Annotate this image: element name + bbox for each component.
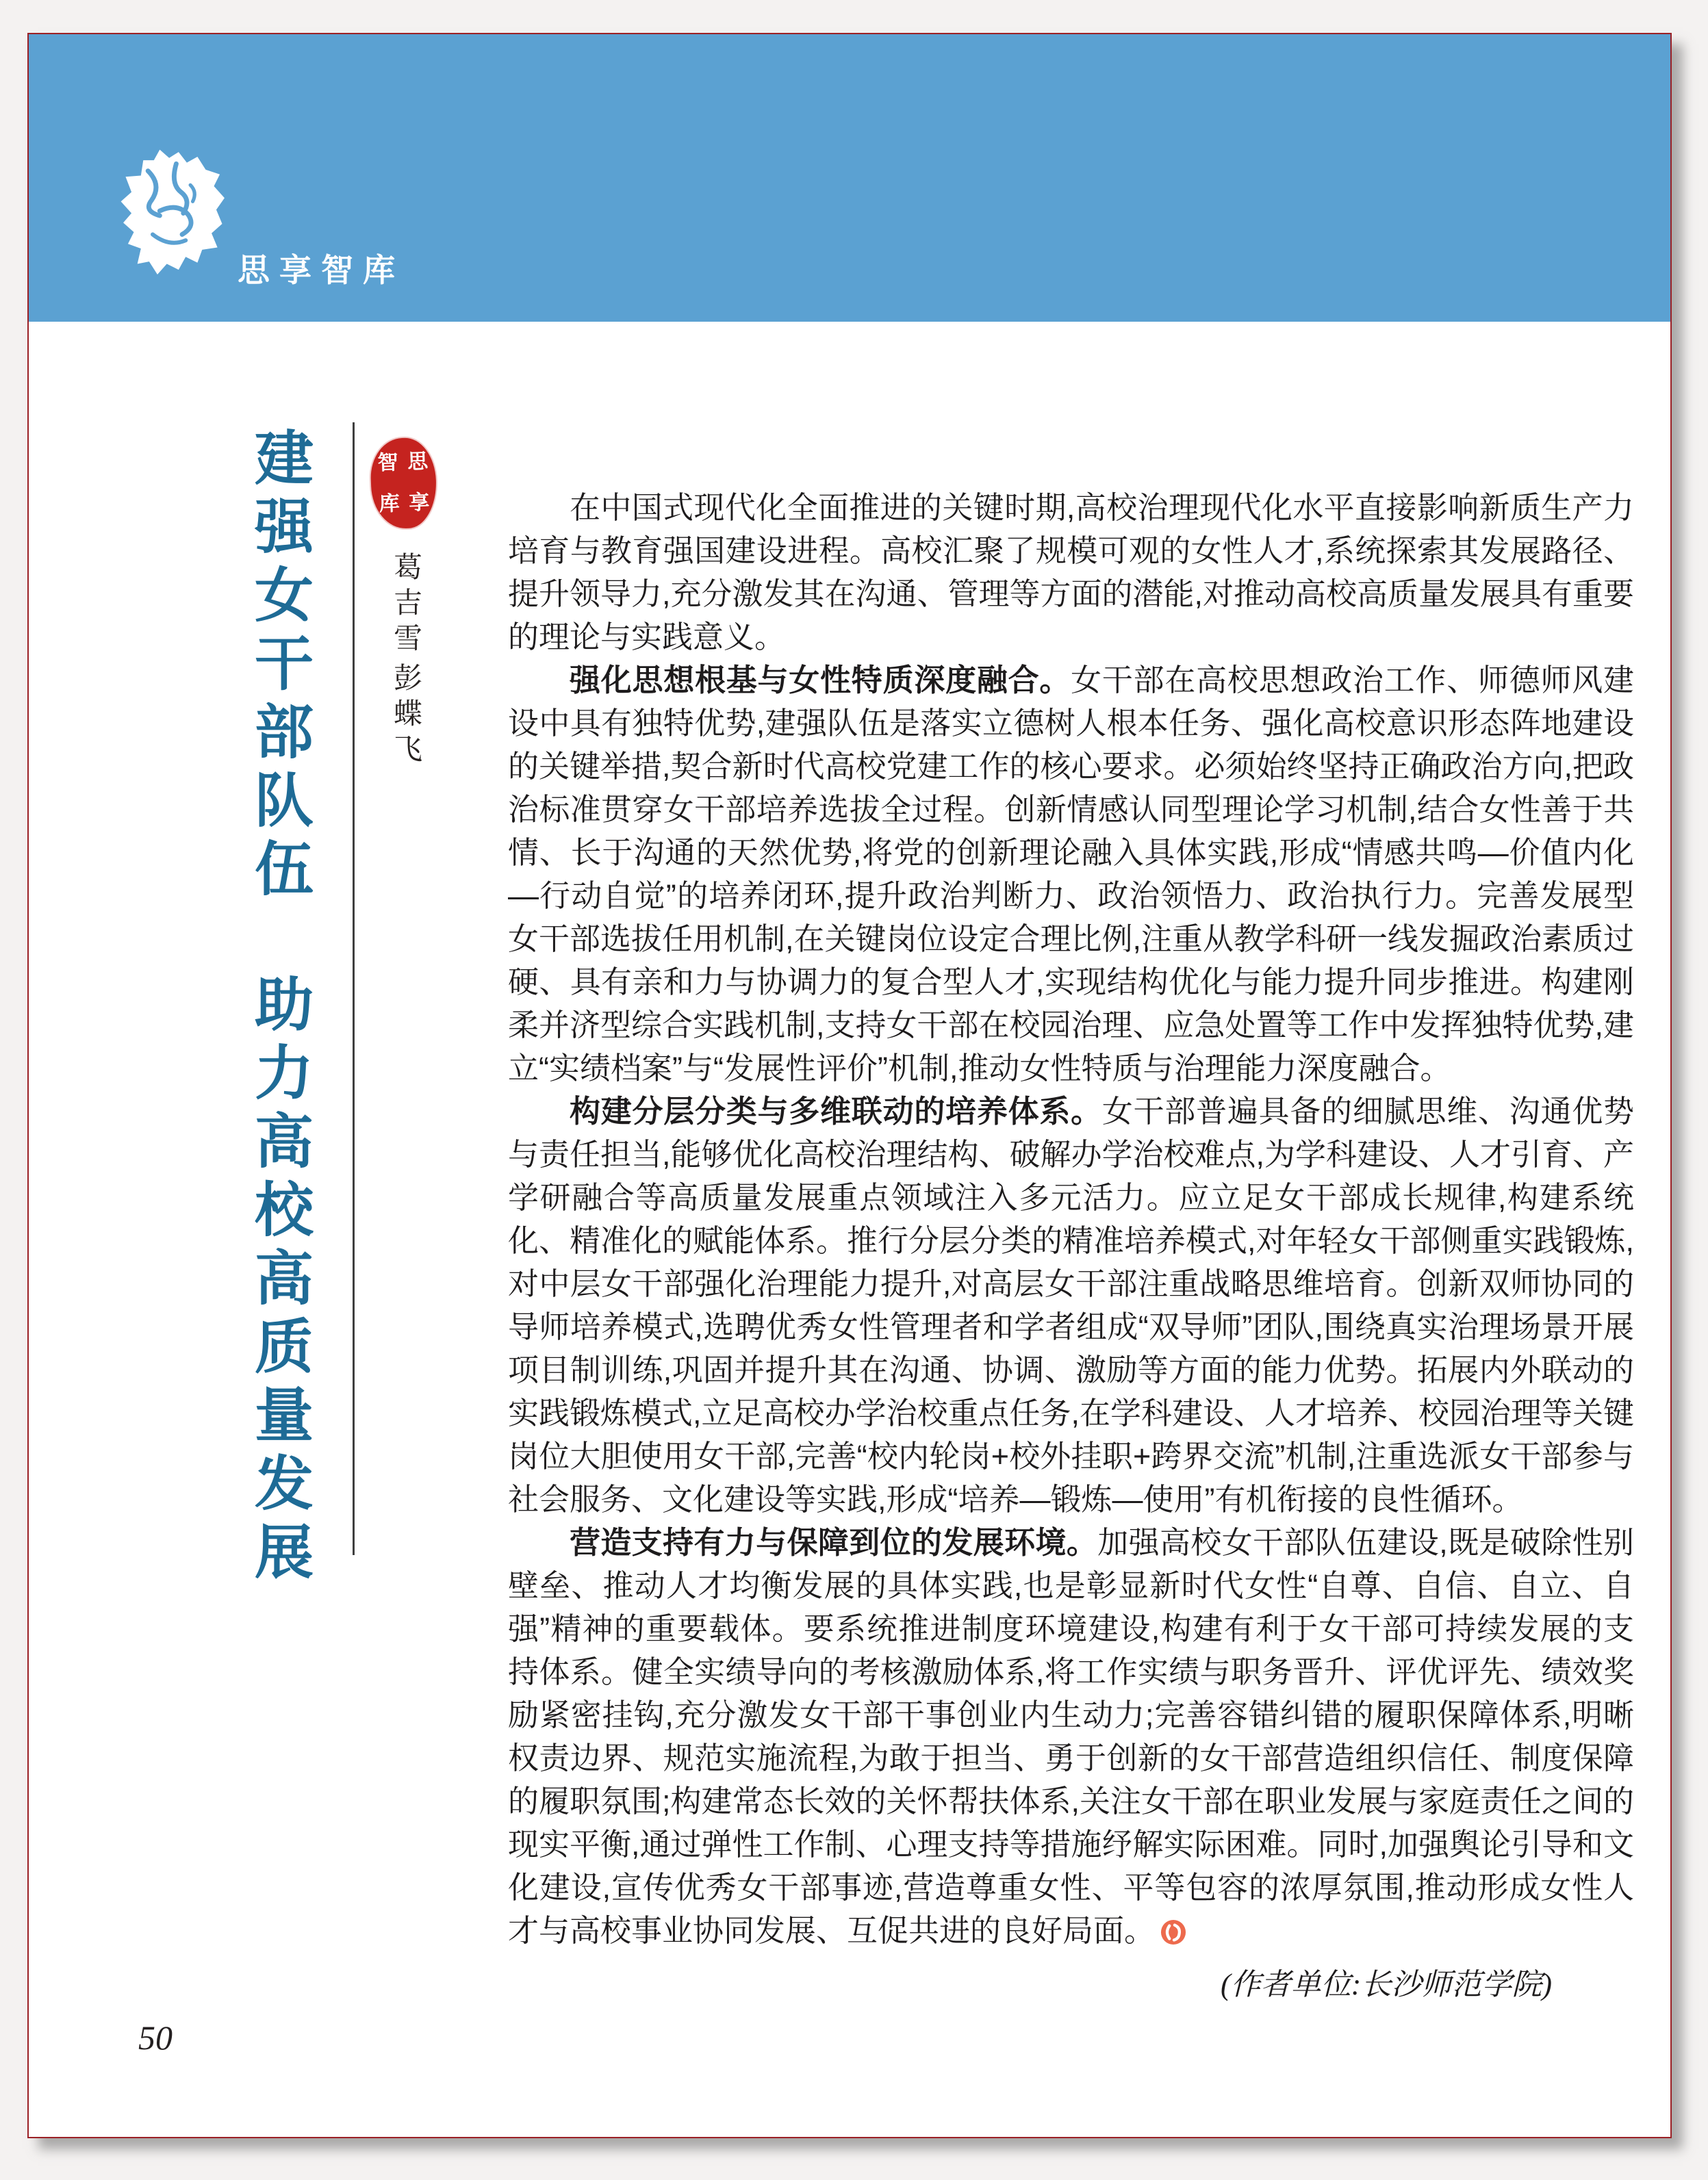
paragraph-lead: 营造支持有力与保障到位的发展环境。 bbox=[570, 1525, 1098, 1560]
paragraph-text: 加强高校女干部队伍建设,既是破除性别壁垒、推动人才均衡发展的具体实践,也是彰显新时代女性“自尊、自信、自立、自强”精神的重要载体。要系统推进制度环境建设,构建有利于女干部可持续发展的支持体系。健全实绩导向的考核激励体系,将工作实绩与职务晋升、评优评先、绩效奖励紧密挂钩,充分激发女干部干事创业内生动力;完善容错纠错的履职保障体系,明晰权责边界、规范实施流程,为敢于担当、勇于创新的女干部营造组织信任、制度保障的履职氛围;构建常态长效的关怀帮扶体系,关注女干部在职业发展与家庭责任之间的现实平衡,通过弹性工作制、心理支持等措施纾解实际困难。同时,加强舆论引导和文化建设,宣传优秀女干部事迹,营造尊重女性、平等包容的浓厚氛围,推动形成女性人才与高校事业协同发展、互促共进的良好局面。 bbox=[508, 1525, 1635, 1948]
paragraph-2 bbox=[508, 658, 1634, 1090]
article-title-line1: 建强女干部队伍 bbox=[246, 427, 311, 906]
seal-char: 享 bbox=[408, 491, 430, 515]
author-name-2: 彭蝶飞 bbox=[390, 663, 421, 769]
xinxiang-pinglun-logo-icon bbox=[115, 144, 233, 287]
paragraph-lead: 构建分层分类与多维联动的培养体系。 bbox=[570, 1094, 1102, 1129]
page-number: 50 bbox=[138, 2018, 173, 2057]
author-affiliation: (作者单位:长沙师范学院) bbox=[1221, 1968, 1552, 2001]
author-name-1: 葛吉雪 bbox=[390, 552, 421, 658]
paragraph-4 bbox=[508, 1521, 1634, 1952]
seal-char: 思 bbox=[407, 450, 429, 474]
magazine-page bbox=[27, 33, 1672, 2138]
header-band bbox=[29, 34, 1670, 322]
paragraph-1 bbox=[508, 486, 1634, 658]
section-label: 思享智库 bbox=[238, 252, 405, 288]
sixiang-zhiku-seal-icon bbox=[370, 437, 438, 529]
article-end-mark-icon bbox=[1160, 1919, 1186, 1945]
paragraph-text: 女干部在高校思想政治工作、师德师风建设中具有独特优势,建强队伍是落实立德树人根本任务、强化高校意识形态阵地建设的关键举措,契合新时代高校党建工作的核心要求。必须始终坚持正确政治方向,把政治标准贯穿女干部培养选拔全过程。创新情感认同型理论学习机制,结合女性善于共情、长于沟通的天然优势,将党的创新理论融入具体实践,形成“情感共鸣—价值内化—行动自觉”的培养闭环,提升政治判断力、政治领悟力、政治执行力。完善发展型女干部选拔任用机制,在关键岗位设定合理比例,注重从教学科研一线发掘政治素质过硬、具有亲和力与协调力的复合型人才,实现结构优化与能力提升同步推进。构建刚柔并济型综合实践机制,支持女干部在校园治理、应急处置等工作中发挥独特优势,建立“实绩档案”与“发展性评价”机制,推动女性特质与治理能力深度融合。 bbox=[508, 663, 1635, 1086]
paragraph-text: 在中国式现代化全面推进的关键时期,高校治理现代化水平直接影响新质生产力培育与教育强国建设进程。高校汇聚了规模可观的女性人才,系统探索其发展路径、提升领导力,充分激发其在沟通、管理等方面的潜能,对推动高校高质量发展具有重要的理论与实践意义。 bbox=[508, 490, 1635, 654]
paragraph-3 bbox=[508, 1090, 1634, 1521]
title-divider-line bbox=[353, 422, 355, 1555]
seal-char: 智 bbox=[377, 451, 399, 475]
article-title-line2: 助力高校高质量发展 bbox=[246, 973, 311, 1589]
paragraph-lead: 强化思想根基与女性特质深度融合。 bbox=[570, 663, 1071, 697]
seal-char: 库 bbox=[379, 492, 400, 516]
article-body bbox=[508, 486, 1634, 2006]
paragraph-text: 女干部普遍具备的细腻思维、沟通优势与责任担当,能够优化高校治理结构、破解办学治校难点,为学科建设、人才引育、产学研融合等高质量发展重点领域注入多元活力。应立足女干部成长规律,构建系统化、精准化的赋能体系。推行分层分类的精准培养模式,对年轻女干部侧重实践锻炼,对中层女干部强化治理能力提升,对高层女干部注重战略思维培育。创新双师协同的导师培养模式,选聘优秀女性管理者和学者组成“双导师”团队,围绕真实治理场景开展项目制训练,巩固并提升其在沟通、协调、激励等方面的能力优势。拓展内外联动的实践锻炼模式,立足高校办学治校重点任务,在学科建设、人才培养、校园治理等关键岗位大胆使用女干部,完善“校内轮岗+校外挂职+跨界交流”机制,注重选派女干部参与社会服务、文化建设等实践,形成“培养—锻炼—使用”有机衔接的良性循环。 bbox=[508, 1094, 1635, 1517]
